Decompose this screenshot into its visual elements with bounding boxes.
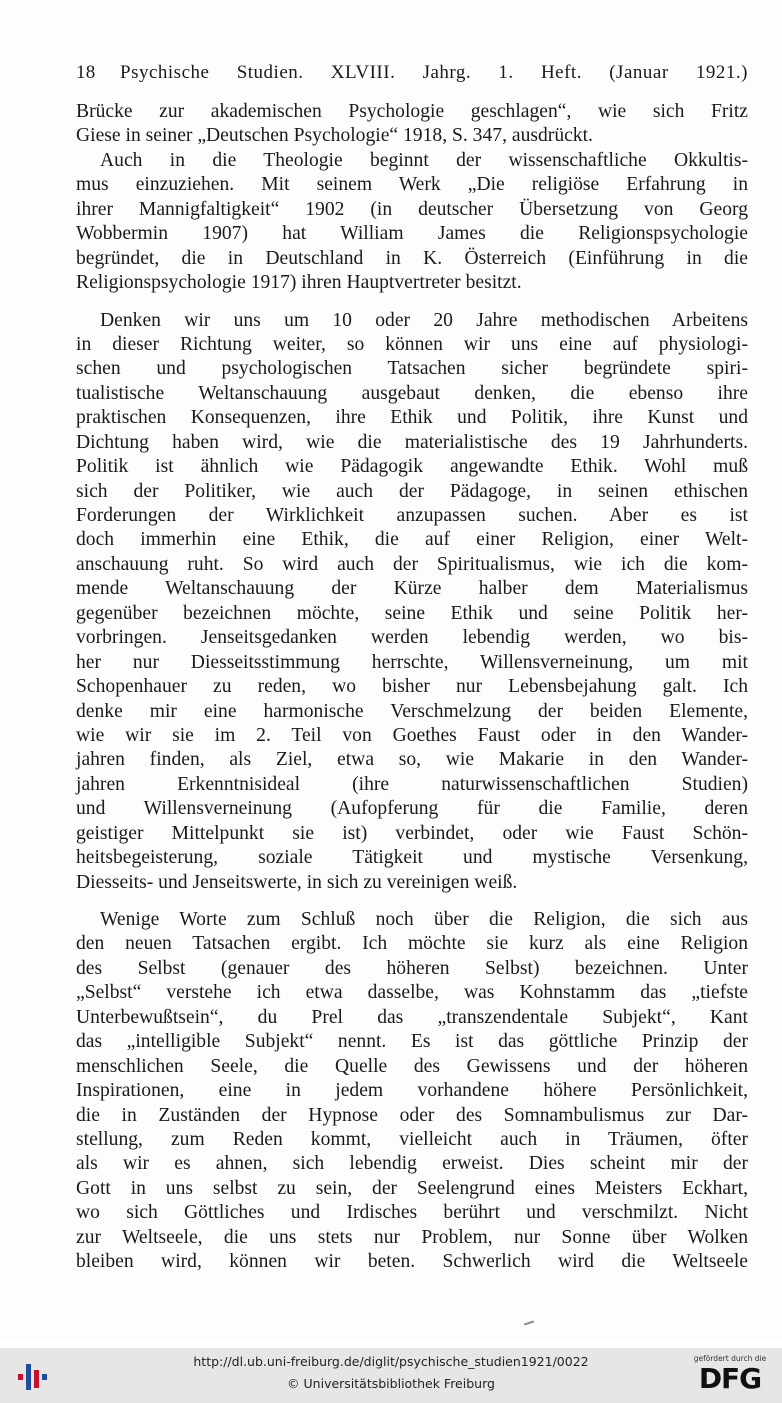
text-line: die in Zuständen der Hypnose oder des Somnambulismus zur Dar- <box>76 1104 748 1126</box>
paragraph-gap <box>76 895 748 908</box>
page-number: 18 <box>76 62 96 83</box>
copyright-notice: © Universitätsbibliothek Freiburg <box>287 1376 495 1391</box>
source-url-link[interactable]: http://dl.ub.uni-freiburg.de/diglit/psychische_studien1921/0022 <box>193 1354 589 1369</box>
text-line: denke mir eine harmonische Verschmelzung der beiden Elemente, <box>76 700 748 722</box>
text-line: sich der Politiker, wie auch der Pädagoge, in seinen ethischen <box>76 480 748 502</box>
text-line: mus einzuziehen. Mit seinem Werk „Die religiöse Erfahrung in <box>76 174 748 196</box>
text-line: ihrer Mannigfaltigkeit“ 1902 (in deutscher Übersetzung von Georg <box>76 198 748 220</box>
text-line: doch immerhin eine Ethik, die auf einer Religion, einer Welt- <box>76 529 748 551</box>
text-line: anschauung ruht. So wird auch der Spiritualismus, wie ich die kom- <box>76 553 748 575</box>
text-line: Wenige Worte zum Schluß noch über die Religion, die sich aus <box>100 909 748 930</box>
text-line: tualistische Weltanschauung ausgebaut denken, die ebenso ihre <box>76 382 748 404</box>
paragraph-gap <box>76 296 748 309</box>
text-line: Religionspsychologie 1917) ihren Hauptvertreter besitzt. <box>76 272 522 294</box>
dfg-logo-text: DFG <box>698 1362 762 1395</box>
text-line: Politik ist ähnlich wie Pädagogik angewandte Ethik. Wohl muß <box>76 456 748 478</box>
text-line: das „intelligible Subjekt“ nennt. Es ist das göttliche Prinzip der <box>76 1031 748 1053</box>
footer-bar <box>0 1348 782 1403</box>
text-line: Inspirationen, eine in jedem vorhandene höhere Persönlichkeit, <box>76 1080 748 1102</box>
text-line: begründet, die in Deutschland in K. Österreich (Einführung in die <box>76 247 748 269</box>
text-line: Gott in uns selbst zu sein, der Seelengrund eines Meisters Eckhart, <box>76 1177 748 1199</box>
text-line: Dichtung haben wird, wie die materialistische des 19 Jahrhunderts. <box>76 431 748 453</box>
running-header <box>76 62 748 88</box>
text-line: her nur Diesseitsstimmung herrschte, Willensverneinung, um mit <box>76 651 748 673</box>
text-line: in dieser Richtung weiter, so können wir uns eine auf physiologi- <box>76 333 748 355</box>
text-line: Giese in seiner „Deutschen Psychologie“ 1918, S. 347, ausdrückt. <box>76 125 593 147</box>
text-line: Auch in die Theologie beginnt der wissenschaftliche Okkultis- <box>100 149 748 171</box>
paragraph <box>76 149 748 296</box>
stray-mark <box>524 1321 534 1326</box>
text-line: zur Weltseele, die uns stets nur Problem, nur Sonne über Wolken <box>76 1226 748 1248</box>
text-line: wie wir sie im 2. Teil von Goethes Faust oder in den Wander- <box>76 724 748 746</box>
dfg-logo <box>690 1354 770 1398</box>
text-line: „Selbst“ verstehe ich etwa dasselbe, was Kohnstamm das „tiefste <box>76 982 748 1004</box>
paragraph <box>76 100 748 149</box>
text-line: wo sich Göttliches und Irdisches berührt und verschmilzt. Nicht <box>76 1202 748 1224</box>
text-line: gegenüber bezeichnen möchte, seine Ethik und seine Politik her- <box>76 602 748 624</box>
text-line: stellung, zum Reden kommt, vielleicht auch in Träumen, öfter <box>76 1128 748 1150</box>
body-text <box>76 100 748 1275</box>
text-line: vorbringen. Jenseitsgedanken werden lebendig werden, wo bis- <box>76 627 748 649</box>
text-line: Schopenhauer zu reden, wo bisher nur Lebensbejahung galt. Ich <box>76 676 748 698</box>
text-line: den neuen Tatsachen ergibt. Ich möchte sie kurz als eine Religion <box>76 933 748 955</box>
paragraph <box>76 908 748 1275</box>
text-line: als wir es ahnen, sich lebendig erweist. Dies scheint mir der <box>76 1153 748 1175</box>
text-line: bleiben wird, können wir beten. Schwerlich wird die Weltseele <box>76 1251 748 1273</box>
text-line: Diesseits- und Jenseitswerte, in sich zu vereinigen weiß. <box>76 871 518 893</box>
text-line: Wobbermin 1907) hat William James die Religionspsychologie <box>76 223 748 245</box>
text-line: und Willensverneinung (Aufopferung für die Familie, deren <box>76 798 748 820</box>
text-line: menschlichen Seele, die Quelle des Gewissens und der höheren <box>76 1055 748 1077</box>
text-line: Forderungen der Wirklichkeit anzupassen suchen. Aber es ist <box>76 505 748 526</box>
text-line: jahren Erkenntnisideal (ihre naturwissenschaftlichen Studien) <box>76 773 748 795</box>
text-line: Brücke zur akademischen Psychologie geschlagen“, wie sich Fritz <box>76 101 748 122</box>
text-line: heitsbegeisterung, soziale Tätigkeit und mystische Versenkung, <box>76 847 748 869</box>
text-line: mende Weltanschauung der Kürze halber dem Materialismus <box>76 578 748 600</box>
text-line: jahren finden, als Ziel, etwa so, wie Makarie in den Wander- <box>76 749 748 771</box>
text-line: geistiger Mittelpunkt sie ist) verbindet, oder wie Faust Schön- <box>76 822 748 844</box>
dfg-caption: gefördert durch die <box>693 1354 767 1363</box>
text-line: schen und psychologischen Tatsachen sicher begründete spiri- <box>76 358 748 380</box>
paragraph <box>76 309 748 896</box>
text-line: Unterbewußtsein“, du Prel das „transzendentale Subjekt“, Kant <box>76 1006 748 1028</box>
text-line: praktischen Konsequenzen, ihre Ethik und Politik, ihre Kunst und <box>76 407 748 429</box>
running-title: Psychische Studien. XLVIII. Jahrg. 1. Heft. (Januar 1921.) <box>120 62 748 83</box>
text-line: Denken wir uns um 10 oder 20 Jahre methodischen Arbeitens <box>100 309 748 331</box>
text-line: des Selbst (genauer des höheren Selbst) bezeichnen. Unter <box>76 957 748 979</box>
